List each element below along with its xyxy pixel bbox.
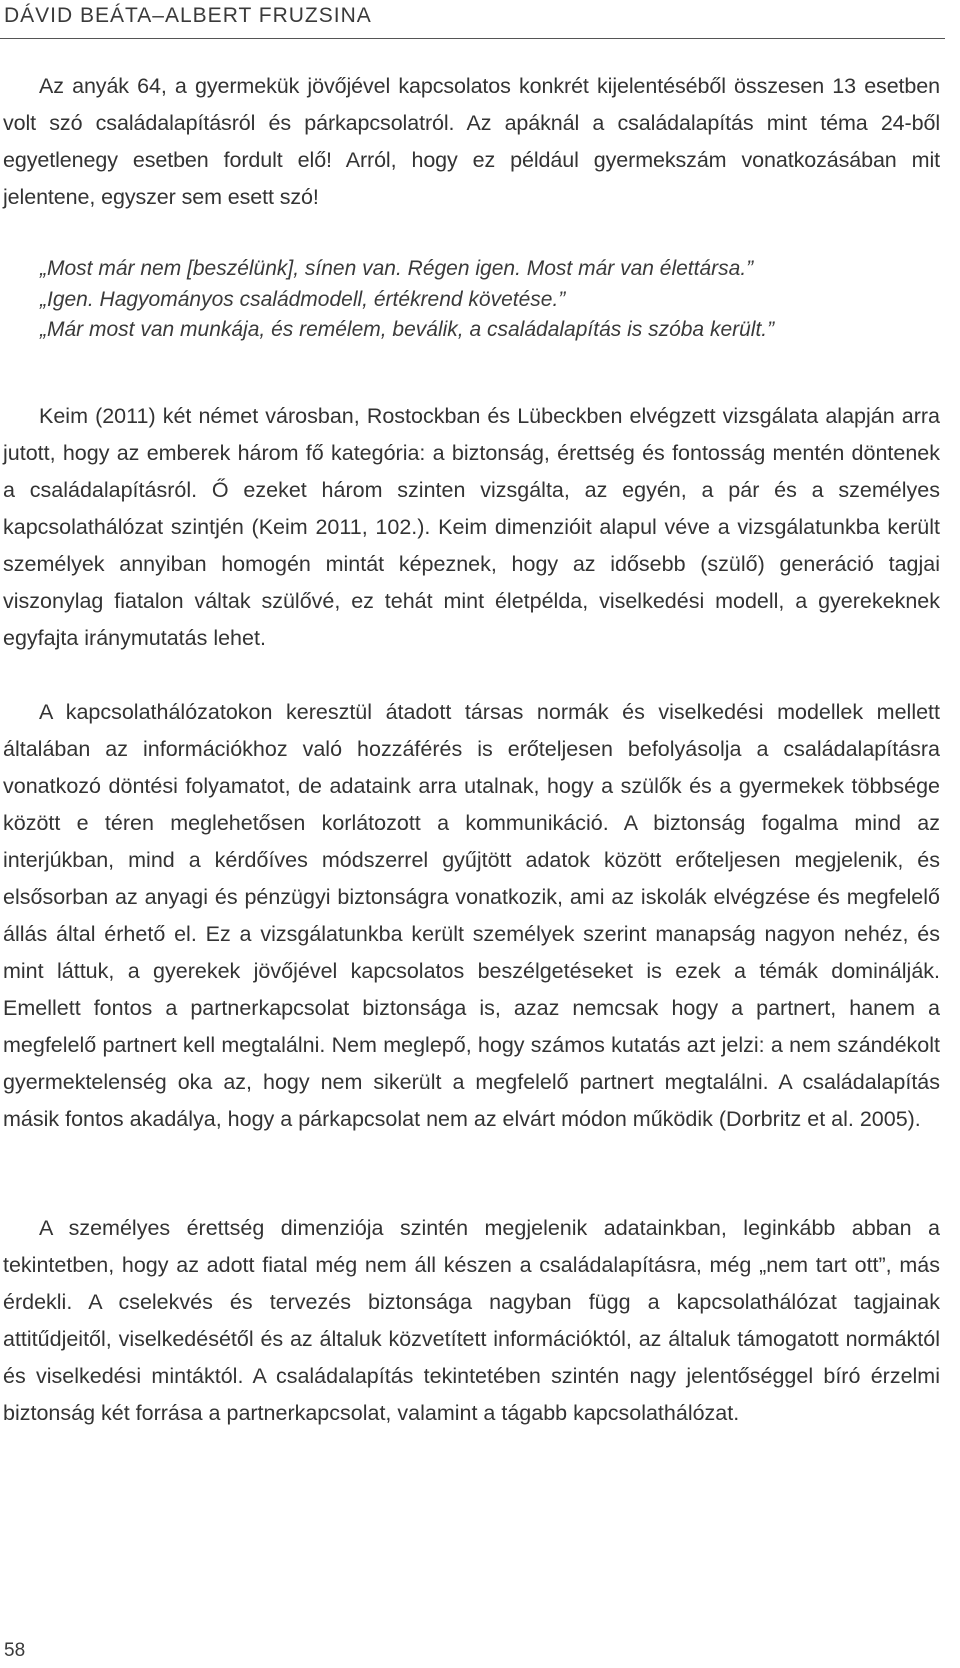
body-paragraph-keim: Keim (2011) két német városban, Rostockban és Lübeckben elvégzett vizsgálata alapján arra jutott, hogy az emberek három fő kategória: a biztonság, érettség és fontosság mentén döntenek a családalapításról. Ő ezeket három szinten vizsgálta, az egyén, a pár és a személyes kapcsolathálózat szintjén (Keim 2011, 102.). Keim dimenzióit alapul véve a vizsgálatunkba került személyek annyiban homogén mintát képeznek, hogy az idősebb (szülő) generáció tagjai viszonylag fiatalon váltak szülővé, ez tehát mint életpélda, viselkedési modell, a gyerekeknek egyfajta iránymutatás lehet. (3, 404, 940, 650)
page-number: 58 (4, 1640, 26, 1661)
intro-paragraph: Az anyák 64, a gyermekük jövőjével kapcsolatos konkrét kijelentéséből összesen 13 esetben volt szó családalapításról és párkapcsolatról. Az apáknál a családalapítás mint téma 24-ből egyetlenegy esetben fordult elő! Arról, hogy ez például gyermekszám vonatkozásában mit jelentene, egyszer sem esett szó! (3, 74, 940, 209)
quote-line: „Már most van munkája, és remélem, beválik, a családalapítás is szóba került.” (40, 318, 775, 341)
body-paragraph-maturity: A személyes érettség dimenziója szintén megjelenik adatainkban, leginkább abban a tekintetben, hogy az adott fiatal még nem áll készen a családalapításra, még „nem tart ott”, más érdekli. A cselekvés és tervezés biztonsága nagyban függ a kapcsolathálózat tagjainak attitűdjeitől, viselkedésétől és az általuk közvetített információktól, az általuk támogatott normáktól és viselkedési mintáktól. A családalapítás tekintetében szintén nagy jelentőséggel bíró érzelmi biztonság két forrása a partnerkapcsolat, valamint a tágabb kapcsolathálózat. (3, 1216, 940, 1425)
interview-quotes (40, 254, 940, 346)
body-paragraph-networks: A kapcsolathálózatokon keresztül átadott társas normák és viselkedési modellek mellett általában az információkhoz való hozzáférés is erőteljesen befolyásolja a családalapításra vonatkozó döntési folyamatot, de adataink arra utalnak, hogy a szülők és a gyermekek többsége között e téren meglehetősen korlátozott a kommunikáció. A biztonság fogalma mind az interjúkban, mind a kérdőíves módszerrel gyűjtött adatok között erőteljesen megjelenik, és elsősorban az anyagi és pénzügyi biztonságra vonatkozik, ami az iskolák elvégzése és megfelelő állás által érhető el. Ez a vizsgálatunkba került személyek szerint manapság nagyon nehéz, és mint láttuk, a gyerekek jövőjével kapcsolatos beszélgetéseket is ezek a témák dominálják. Emellett fontos a partnerkapcsolat biztonsága is, azaz nemcsak hogy a partnert, hanem a megfelelő partnert kell megtalálni. Nem meglepő, hogy számos kutatás azt jelzi: a nem szándékolt gyermektelenség oka az, hogy nem sikerült a megfelelő partnert megtalálni. A családalapítás másik fontos akadálya, hogy a párkapcsolat nem az elvárt módon működik (Dorbritz et al. 2005). (3, 700, 940, 1131)
running-header: DÁVID BEÁTA–ALBERT FRUZSINA (4, 4, 372, 27)
quote-line: „Igen. Hagyományos családmodell, értékrend követése.” (40, 287, 566, 311)
quote-line: „Most már nem [beszélünk], sínen van. Régen igen. Most már van élettársa.” (40, 257, 754, 280)
header-divider (0, 38, 945, 39)
